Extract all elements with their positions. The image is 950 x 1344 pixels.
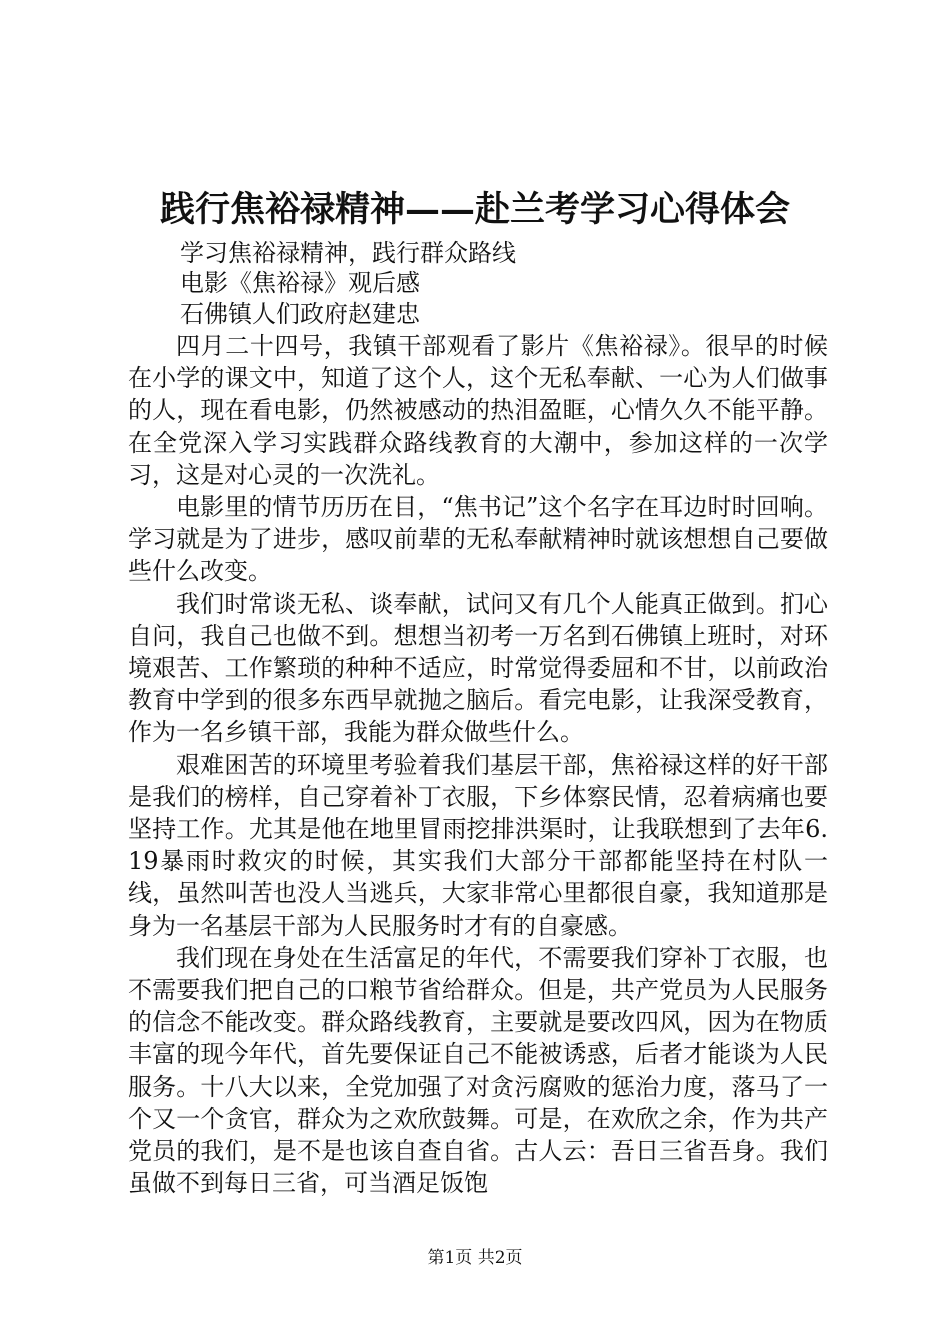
paragraph-3: 我们时常谈无私、谈奉献，试问又有几个人能真正做到。扪心自问，我自己也做不到。想想当初考一万名到石佛镇上班时，对环境艰苦、工作繁琐的种种不适应，时常觉得委屈和不甘，以前政治教育中学到的很多东西早就抛之脑后。看完电影，让我深受教育，作为一名乡镇干部，我能为群众做些什么。	[128, 589, 828, 747]
page-footer: 第1页 共2页	[427, 1248, 523, 1268]
document-title: 践行焦裕禄精神——赴兰考学习心得体会	[159, 189, 790, 230]
paragraph-1: 四月二十四号，我镇干部观看了影片《焦裕禄》。很早的时候在小学的课文中，知道了这个人，这个无私奉献、一心为人们做事的人，现在看电影，仍然被感动的热泪盈眶，心情久久不能平静。在全党深入学习实践群众路线教育的大潮中，参加这样的一次学习，这是对心灵的一次洗礼。	[128, 332, 828, 489]
paragraph-2: 电影里的情节历历在目，“焦书记”这个名字在耳边时时回响。学习就是为了进步，感叹前辈的无私奉献精神时就该想想自己要做些什么改变。	[128, 493, 828, 586]
author-line: 石佛镇人们政府赵建忠	[180, 300, 420, 328]
paragraph-5: 我们现在身处在生活富足的年代，不需要我们穿补丁衣服，也不需要我们把自己的口粮节省给群众。但是，共产党员为人民服务的信念不能改变。群众路线教育，主要就是要改四风，因为在物质丰富的现今年代，首先要保证自己不能被诱惑，后者才能谈为人民服务。十八大以来，全党加强了对贪污腐败的惩治力度，落马了一个又一个贪官，群众为之欢欣鼓舞。可是，在欢欣之余，作为共产党员的我们，是不是也该自查自省。古人云：吾日三省吾身。我们虽做不到每日三省，可当酒足饭饱	[128, 943, 828, 1198]
paragraph-4: 艰难困苦的环境里考验着我们基层干部，焦裕禄这样的好干部是我们的榜样，自己穿着补丁衣服，下乡体察民情，忍着病痛也要坚持工作。尤其是他在地里冒雨挖排洪渠时，让我联想到了去年6.19暴雨时救灾的时候，其实我们大部分干部都能坚持在村队一线，虽然叫苦也没人当逃兵，大家非常心里都很自豪，我知道那是身为一名基层干部为人民服务时才有的自豪感。	[128, 750, 828, 940]
subtitle-line-1: 学习焦裕禄精神，践行群众路线	[180, 239, 516, 267]
subtitle-line-2: 电影《焦裕禄》观后感	[180, 269, 420, 297]
document-body	[128, 330, 828, 1199]
